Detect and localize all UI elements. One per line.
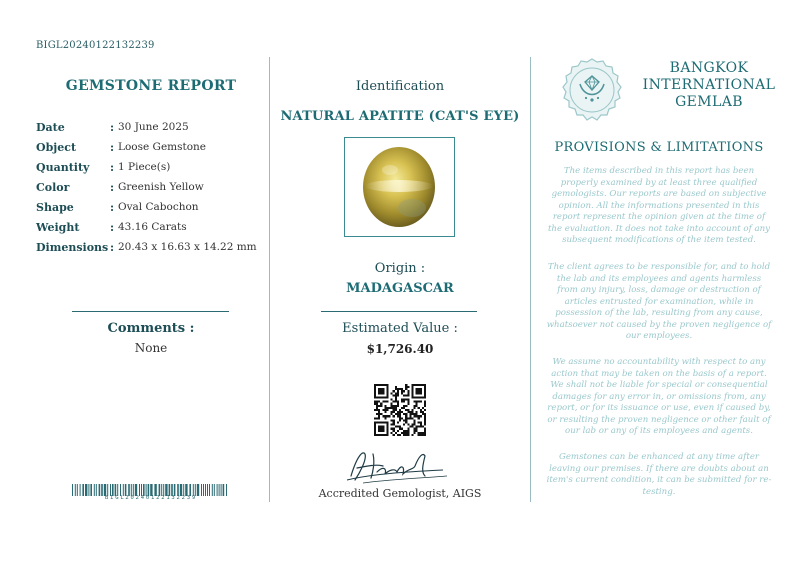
lab-name-line: GEMLAB — [675, 94, 743, 110]
field-value: Greenish Yellow — [118, 181, 204, 193]
lab-name-line: INTERNATIONAL — [642, 77, 776, 93]
field-label: Object — [36, 141, 77, 154]
value-divider — [321, 311, 477, 312]
lab-seal-icon — [558, 56, 626, 124]
field-separator: : — [110, 241, 115, 254]
column-divider-right — [530, 57, 531, 502]
field-value: 30 June 2025 — [118, 121, 189, 133]
field-label: Date — [36, 121, 65, 134]
qr-code — [374, 384, 426, 436]
provisions-title: PROVISIONS & LIMITATIONS — [554, 140, 764, 155]
field-value: 43.16 Carats — [118, 221, 187, 233]
provisions-paragraph: The items described in this report has been properly examined by at least three qualified gemologists. Our reports are based on subjective opinion. All the informations presented in this report represent the opinion given at the time of the evaluation. It does not take into account of any subsequent modifications of the item tested. — [547, 166, 771, 245]
comments-label: Comments : — [107, 321, 195, 336]
comments-value: None — [134, 341, 168, 355]
comments-divider — [72, 311, 229, 312]
provisions-paragraph: The client agrees to be responsible for, and to hold the lab and its employees and agents harmless from any injury, loss, damage or destruction of articles entrusted for examination, while in possession of the lab, resulting from any cause, whatsoever not caused by the proven negligence of our employees. — [546, 262, 772, 341]
estimated-value-label: Estimated Value : — [342, 321, 458, 336]
field-separator: : — [110, 221, 115, 234]
gemologist-caption: Accredited Gemologist, AIGS — [318, 487, 482, 500]
lab-name-line: BANGKOK — [669, 60, 749, 76]
origin-label: Origin : — [374, 261, 426, 276]
provisions-paragraph: Gemstones can be enhanced at any time after leaving our premises. If there are doubts about an item's current condition, it can be submitted for re-testing. — [546, 452, 772, 497]
field-separator: : — [110, 201, 115, 214]
field-value: 1 Piece(s) — [118, 161, 171, 173]
field-label: Quantity — [36, 161, 90, 174]
gemstone-report-title: GEMSTONE REPORT — [65, 78, 237, 94]
field-separator: : — [110, 121, 115, 134]
field-separator: : — [110, 181, 115, 194]
identification-heading: Identification — [355, 79, 445, 94]
field-separator: : — [110, 161, 115, 174]
gemstone-photo — [352, 142, 447, 232]
stone-name: NATURAL APATITE (CAT'S EYE) — [280, 109, 520, 124]
signature — [343, 446, 455, 486]
field-label: Dimensions — [36, 241, 109, 254]
field-label: Weight — [36, 221, 80, 234]
lab-name — [634, 60, 784, 111]
field-separator: : — [110, 141, 115, 154]
origin-value: MADAGASCAR — [346, 281, 454, 296]
field-value: 20.43 x 16.63 x 14.22 mm — [118, 241, 257, 253]
field-label: Color — [36, 181, 70, 194]
estimated-value-amount: $1,726.40 — [366, 342, 434, 356]
provisions-paragraph: We assume no accountability with respect to any action that may be taken on the basis of a report. We shall not be liable for special or consequential damages for any error in, or omissions from, any report, or for its issuance or use, even if caused by, or resulting the proven negligence or other fault of our lab or any of its employees and agents. — [547, 357, 771, 436]
barcode-text: BIGL20240122132239 — [104, 495, 197, 501]
field-label: Shape — [36, 201, 74, 214]
report-number: BIGL20240122132239 — [36, 40, 155, 51]
field-value: Oval Cabochon — [118, 201, 199, 213]
field-value: Loose Gemstone — [118, 141, 207, 153]
